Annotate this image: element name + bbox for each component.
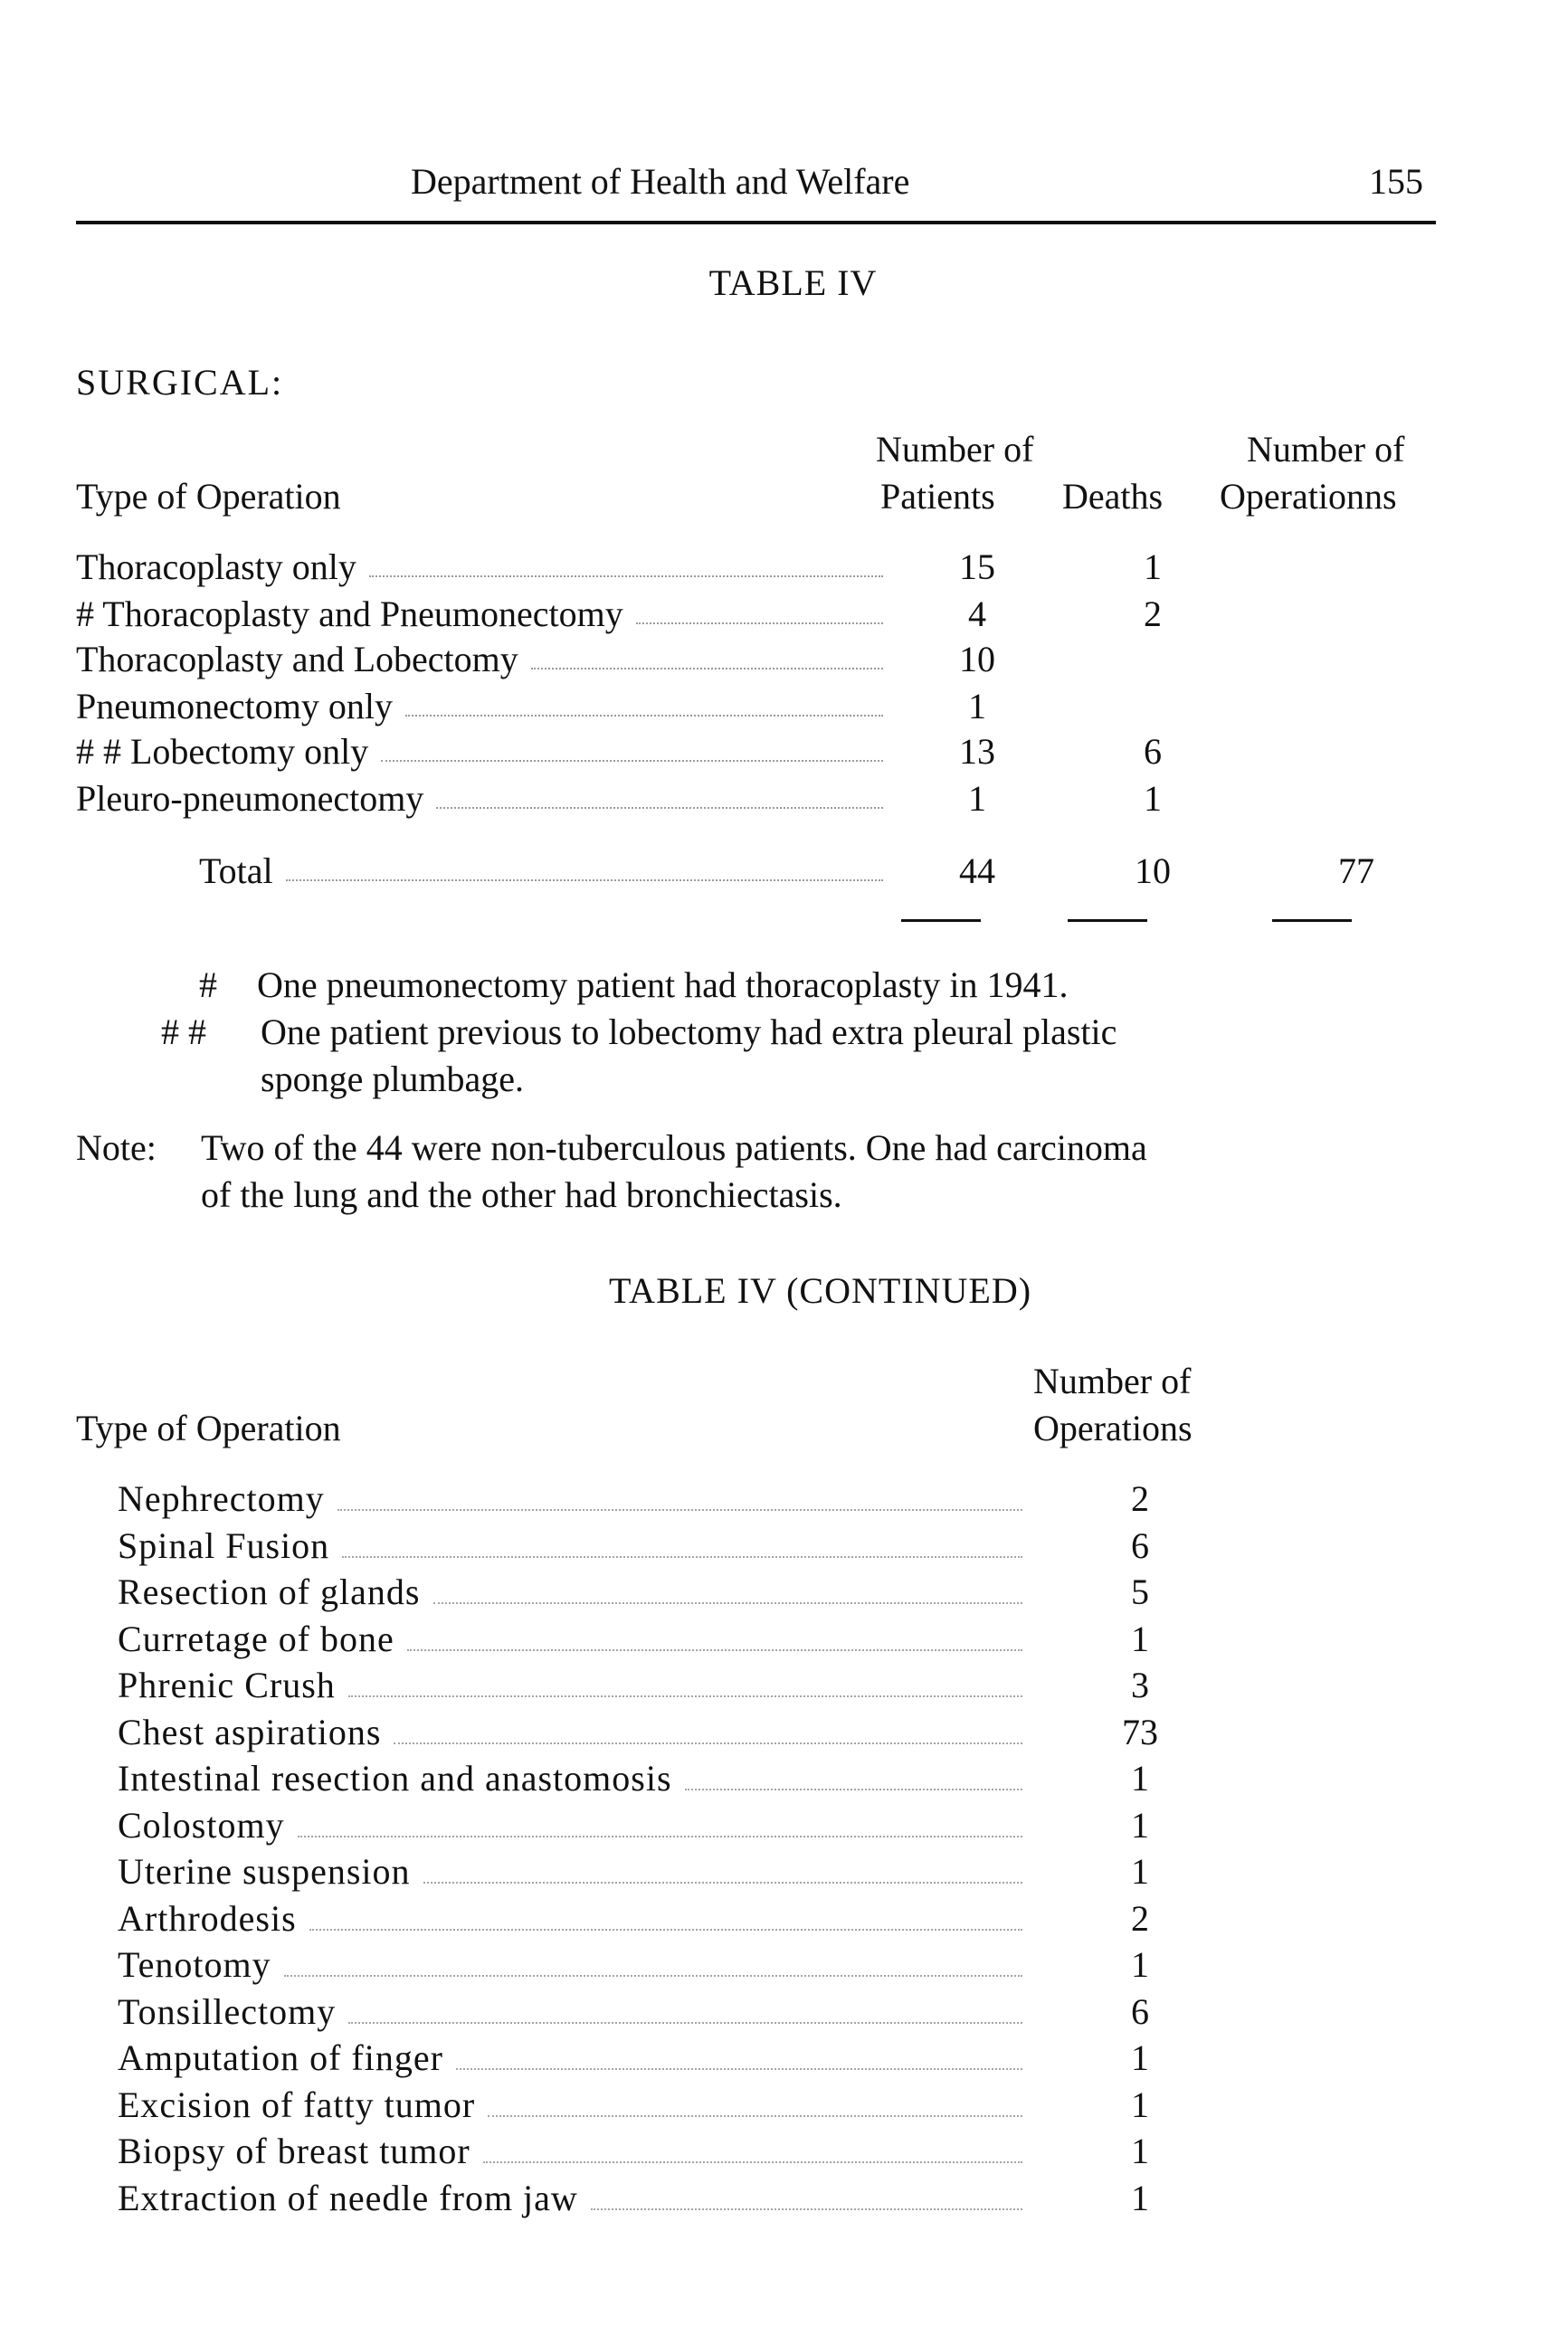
footnote-mark: # # xyxy=(161,1011,206,1052)
leader-dots xyxy=(433,1602,1022,1604)
column-header-operations: Operationns xyxy=(1220,476,1397,517)
total-operations: 77 xyxy=(1338,850,1374,891)
operations-count: 1 xyxy=(1131,2037,1149,2078)
table-row xyxy=(118,1991,1185,2038)
leader-dots xyxy=(405,715,883,717)
operations-count: 1 xyxy=(1131,1758,1149,1799)
column-header-deaths: Deaths xyxy=(1062,476,1164,517)
leader-dots xyxy=(636,622,883,624)
total-label: Total xyxy=(199,850,273,891)
operation-label: Extraction of needle from jaw xyxy=(118,2178,578,2218)
leader-dots xyxy=(348,2022,1022,2024)
table-row xyxy=(118,1571,1185,1619)
leader-dots xyxy=(337,1509,1022,1511)
table-row xyxy=(118,2084,1185,2131)
footnote-text: One patient previous to lobectomy had extra pleural plastic xyxy=(261,1011,1117,1052)
operation-label: Arthrodesis xyxy=(118,1898,297,1939)
table-row xyxy=(118,2131,1185,2178)
table-total-row xyxy=(76,850,1451,896)
operation-label: Tenotomy xyxy=(118,1944,271,1985)
operation-label: Intestinal resection and anastomosis xyxy=(118,1758,672,1799)
table-row xyxy=(118,1619,1185,1666)
operations-count: 5 xyxy=(1131,1571,1149,1612)
leader-dots xyxy=(591,2208,1022,2210)
operations-count: 1 xyxy=(1131,2084,1149,2125)
table-row xyxy=(118,1525,1185,1572)
leader-dots xyxy=(284,1975,1022,1977)
deaths-count: 1 xyxy=(1144,778,1162,819)
leader-dots xyxy=(436,807,883,809)
operation-label: Chest aspirations xyxy=(118,1712,382,1752)
operation-label: Curretage of bone xyxy=(118,1619,394,1659)
table-title: TABLE IV xyxy=(708,262,878,303)
table-title: TABLE IV (CONTINUED) xyxy=(608,1270,1032,1311)
operation-label: Nephrectomy xyxy=(118,1478,325,1519)
total-underline-patients xyxy=(901,919,981,922)
operation-label: Pneumonectomy only xyxy=(76,686,393,726)
leader-dots xyxy=(286,879,883,881)
page-number: 155 xyxy=(1369,161,1423,202)
operations-count: 1 xyxy=(1131,2131,1149,2171)
table-row xyxy=(118,1944,1185,1991)
column-header-number-of: Number of xyxy=(876,429,1034,470)
table-row xyxy=(76,778,1451,823)
running-header xyxy=(76,161,1423,212)
table-row xyxy=(118,1851,1185,1898)
patients-count: 1 xyxy=(968,686,986,726)
operation-label: Spinal Fusion xyxy=(118,1525,330,1566)
column-header-type: Type of Operation xyxy=(76,476,341,517)
note-label: Note: xyxy=(76,1127,157,1168)
footnote-mark: # xyxy=(199,964,217,1005)
table-row xyxy=(76,639,1451,684)
table-row xyxy=(118,1665,1185,1712)
patients-count: 1 xyxy=(968,778,986,819)
table-row xyxy=(118,2178,1185,2225)
running-header-title: Department of Health and Welfare xyxy=(411,161,910,202)
leader-dots xyxy=(381,760,883,762)
note-text: of the lung and the other had bronchiectasis. xyxy=(201,1174,842,1215)
patients-count: 13 xyxy=(959,731,995,772)
total-underline-deaths xyxy=(1068,919,1147,922)
operation-label: # Thoracoplasty and Pneumonectomy xyxy=(76,593,623,634)
operation-label: Amputation of finger xyxy=(118,2037,443,2078)
column-header-number-of: Number of xyxy=(1033,1361,1192,1401)
deaths-count: 2 xyxy=(1144,593,1162,634)
deaths-count: 1 xyxy=(1144,546,1162,587)
operations-count: 6 xyxy=(1131,1525,1149,1566)
operation-label: Uterine suspension xyxy=(118,1851,411,1892)
operations-count: 3 xyxy=(1131,1665,1149,1705)
operation-label: Excision of fatty tumor xyxy=(118,2084,476,2125)
leader-dots xyxy=(488,2115,1022,2117)
leader-dots xyxy=(394,1742,1022,1744)
total-underline-operations xyxy=(1272,919,1352,922)
leader-dots xyxy=(348,1695,1022,1697)
footnote-text: One pneumonectomy patient had thoracoplasty in 1941. xyxy=(257,964,1069,1005)
leader-dots xyxy=(423,1882,1022,1884)
table-row xyxy=(76,731,1451,776)
leader-dots xyxy=(685,1789,1022,1790)
total-deaths: 10 xyxy=(1135,850,1171,891)
leader-dots xyxy=(407,1649,1022,1651)
operations-count: 1 xyxy=(1131,1805,1149,1846)
leader-dots xyxy=(309,1929,1022,1931)
operation-label: Pleuro-pneumonectomy xyxy=(76,778,424,819)
operations-count: 1 xyxy=(1131,1851,1149,1892)
table-row xyxy=(118,1805,1185,1852)
operation-label: Thoracoplasty and Lobectomy xyxy=(76,639,518,679)
operation-label: Colostomy xyxy=(118,1805,285,1846)
footnote-text: sponge plumbage. xyxy=(261,1059,525,1099)
operations-count: 6 xyxy=(1131,1991,1149,2032)
operations-count: 1 xyxy=(1131,2178,1149,2218)
leader-dots xyxy=(483,2161,1022,2163)
table-row xyxy=(76,546,1451,592)
operations-count: 73 xyxy=(1122,1712,1158,1752)
leader-dots xyxy=(369,575,883,577)
table-row xyxy=(118,2037,1185,2084)
operation-label: Thoracoplasty only xyxy=(76,546,356,587)
patients-count: 4 xyxy=(968,593,986,634)
operations-count: 1 xyxy=(1131,1944,1149,1985)
column-header-patients: Patients xyxy=(880,476,995,517)
patients-count: 10 xyxy=(959,639,995,679)
leader-dots xyxy=(531,668,883,669)
section-label: SURGICAL: xyxy=(76,362,284,403)
operation-label: Biopsy of breast tumor xyxy=(118,2131,470,2171)
column-header-number-of-ops: Number of xyxy=(1247,429,1405,470)
deaths-count: 6 xyxy=(1144,731,1162,772)
operations-count: 1 xyxy=(1131,1619,1149,1659)
table-row xyxy=(118,1478,1185,1525)
column-header-operations: Operations xyxy=(1033,1408,1193,1448)
table-row xyxy=(76,593,1451,639)
operation-label: Phrenic Crush xyxy=(118,1665,336,1705)
column-header-type: Type of Operation xyxy=(76,1408,341,1448)
operation-label: Tonsillectomy xyxy=(118,1991,337,2032)
note-text: Two of the 44 were non-tuberculous patients. One had carcinoma xyxy=(201,1127,1147,1168)
header-rule xyxy=(76,221,1436,224)
operations-count: 2 xyxy=(1131,1478,1149,1519)
table-row xyxy=(118,1712,1185,1759)
patients-count: 15 xyxy=(959,546,995,587)
leader-dots xyxy=(342,1556,1022,1558)
total-patients: 44 xyxy=(959,850,995,891)
table-row xyxy=(76,686,1451,731)
operation-label: Resection of glands xyxy=(118,1571,421,1612)
leader-dots xyxy=(298,1836,1022,1837)
table-row xyxy=(118,1758,1185,1805)
leader-dots xyxy=(456,2068,1022,2070)
operations-count: 2 xyxy=(1131,1898,1149,1939)
operation-label: # # Lobectomy only xyxy=(76,731,369,772)
table-row xyxy=(118,1898,1185,1945)
